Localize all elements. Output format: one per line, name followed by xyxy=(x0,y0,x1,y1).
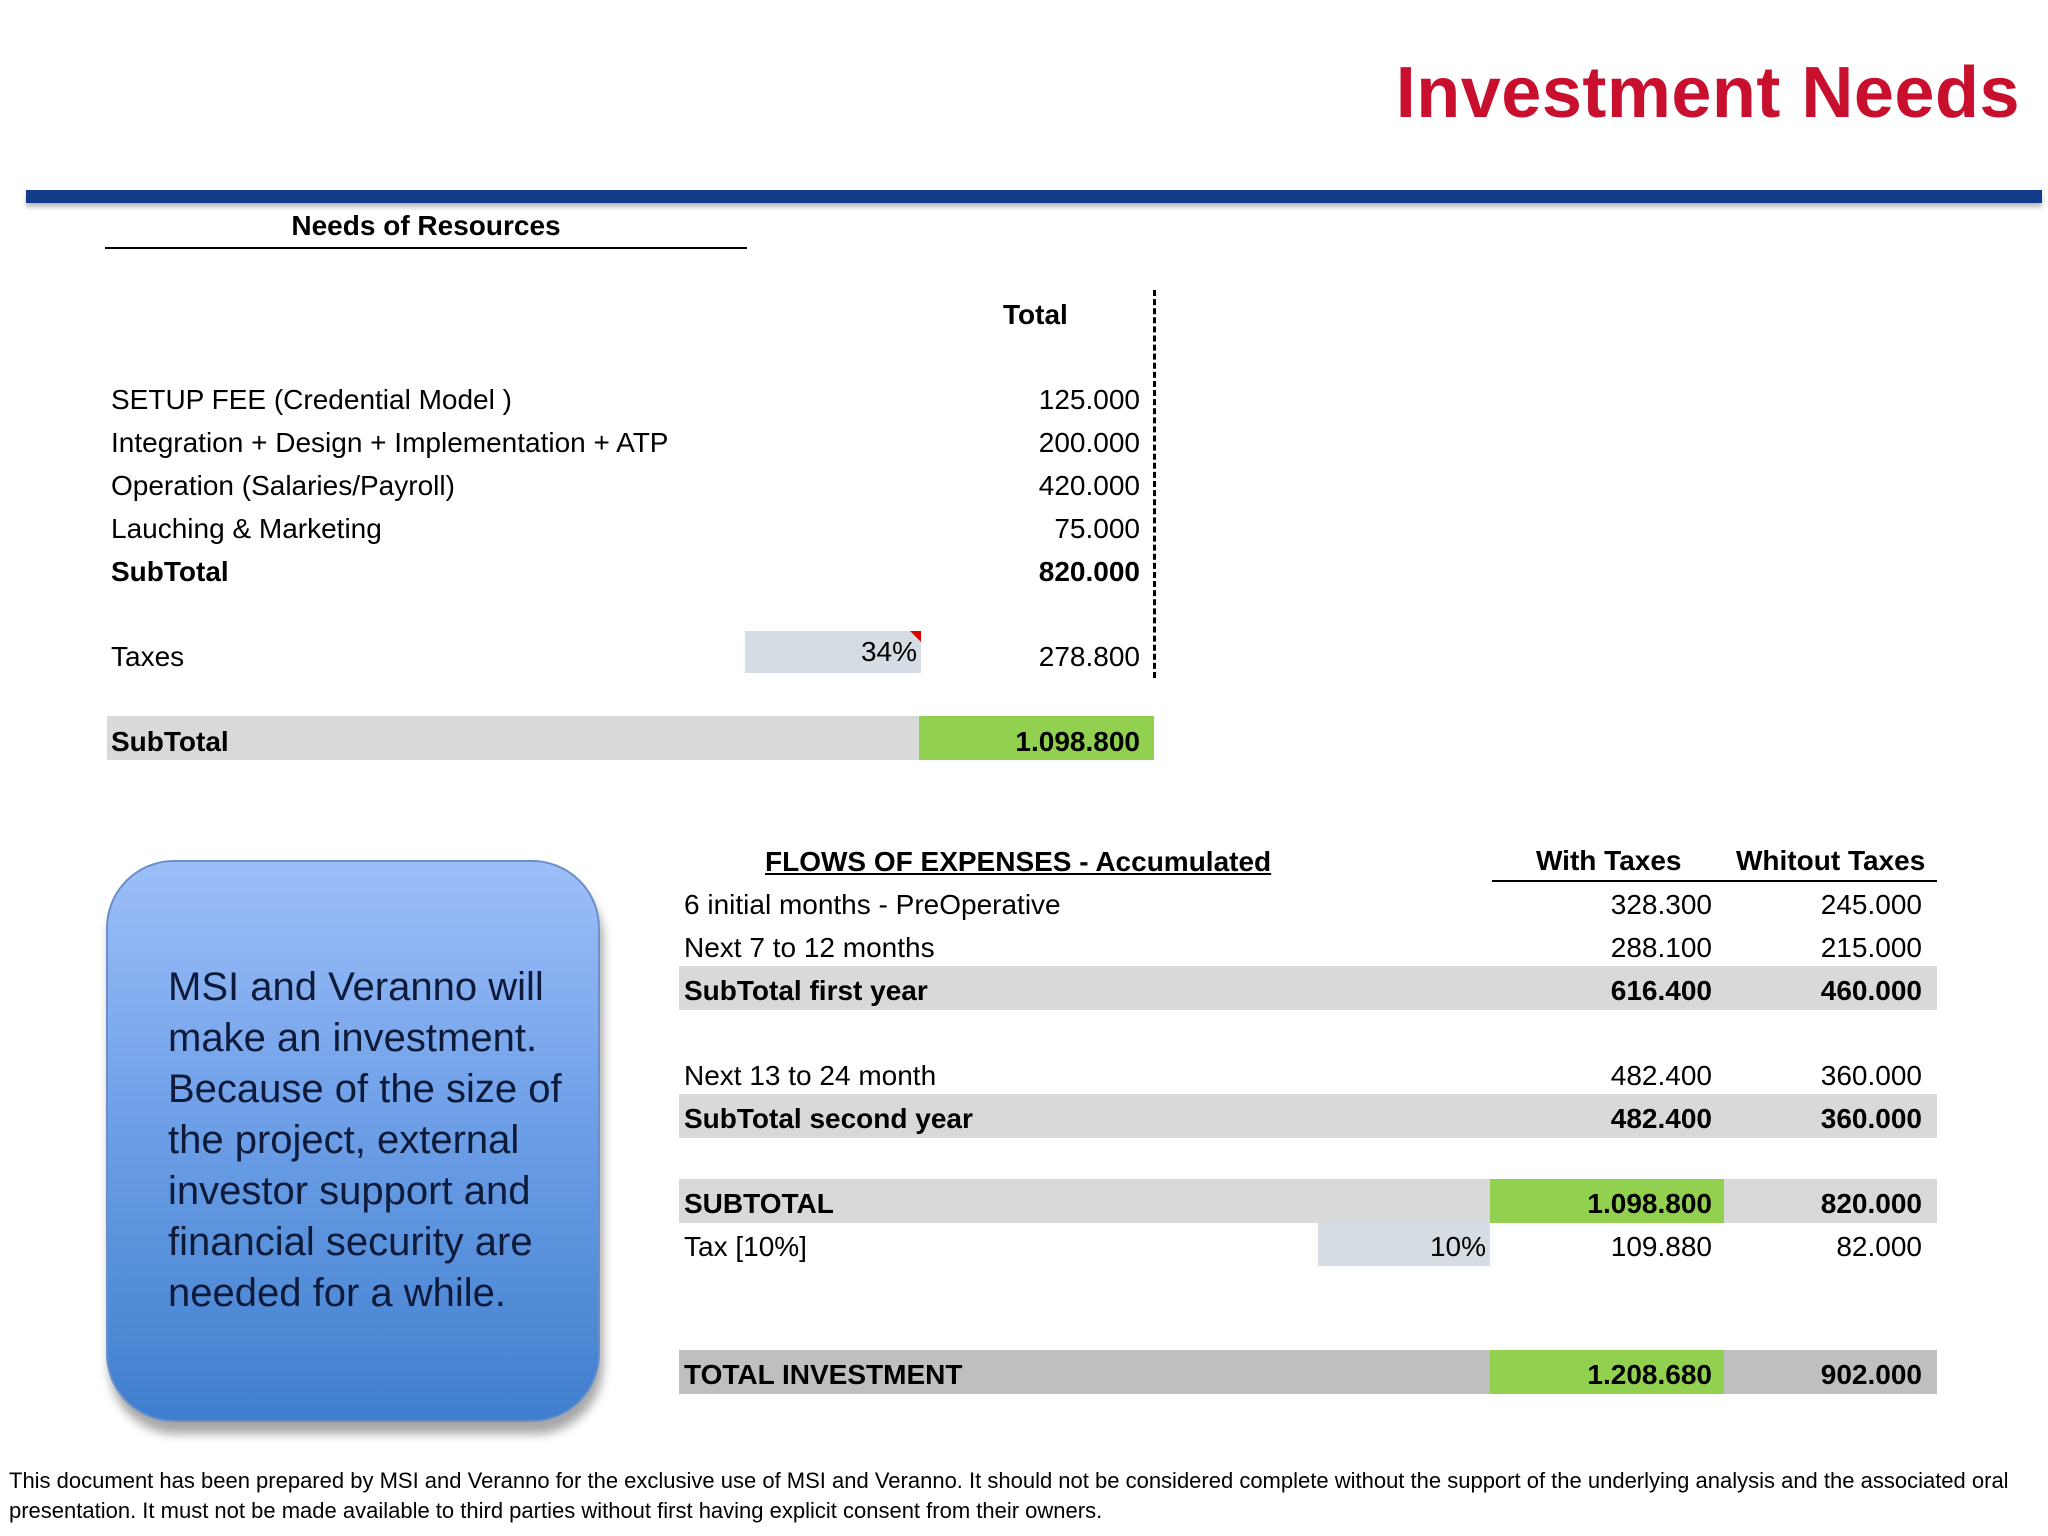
grand-subtotal-label: SubTotal xyxy=(111,726,229,757)
flow-row-with-taxes: 1.098.800 xyxy=(1587,1188,1712,1219)
flow-row-with-taxes: 328.300 xyxy=(1610,889,1712,920)
resources-heading: Needs of Resources xyxy=(105,210,747,249)
flow-row-without-taxes: 215.000 xyxy=(1820,932,1922,963)
resources-subtotal-value: 820.000 xyxy=(1038,556,1140,587)
flow-row-label: SUBTOTAL xyxy=(684,1188,834,1219)
flow-row-label: SubTotal first year xyxy=(684,975,928,1006)
flow-row-label: 6 initial months - PreOperative xyxy=(684,889,1061,920)
flow-row-with-taxes: 109.880 xyxy=(1610,1231,1712,1262)
flow-tax-rate-value: 10% xyxy=(1429,1231,1486,1262)
flow-row-without-taxes: 82.000 xyxy=(1836,1231,1922,1262)
resource-row-value: 125.000 xyxy=(1038,384,1140,415)
taxes-value: 278.800 xyxy=(1038,641,1140,672)
total-column-header: Total xyxy=(1003,299,1068,330)
total-column-dashed-divider xyxy=(1153,290,1156,678)
flow-row-without-taxes: 360.000 xyxy=(1820,1060,1922,1091)
flow-row-without-taxes: 902.000 xyxy=(1820,1359,1922,1390)
flow-row-with-taxes: 288.100 xyxy=(1610,932,1712,963)
flow-row-label: Next 13 to 24 month xyxy=(684,1060,937,1091)
flows-heading: FLOWS OF EXPENSES - Accumulated xyxy=(765,846,1272,877)
with-taxes-header: With Taxes xyxy=(1536,845,1682,876)
flow-row-with-taxes: 482.400 xyxy=(1610,1060,1712,1091)
resource-row-value: 420.000 xyxy=(1038,470,1140,501)
title-divider-bar xyxy=(26,190,2042,203)
flow-row-label: SubTotal second year xyxy=(684,1103,973,1134)
column-header-underline xyxy=(1492,880,1937,882)
tax-rate-value: 34% xyxy=(860,636,917,667)
flow-row-label: Tax [10%] xyxy=(684,1231,807,1262)
resource-row-label: Operation (Salaries/Payroll) xyxy=(111,470,455,501)
page-title: Investment Needs xyxy=(1395,53,2020,133)
callout-text: MSI and Veranno will make an investment. Because of the size of the project, external investor support and financial security are needed for a while. xyxy=(168,965,562,1315)
resource-row-value: 75.000 xyxy=(1054,513,1140,544)
flow-row-without-taxes: 460.000 xyxy=(1820,975,1922,1006)
taxes-label: Taxes xyxy=(111,641,185,672)
flow-row-label: Next 7 to 12 months xyxy=(684,932,935,963)
flow-row-with-taxes: 616.400 xyxy=(1610,975,1712,1006)
without-taxes-header: Whitout Taxes xyxy=(1736,845,1926,876)
tax-rate-input-cell[interactable] xyxy=(745,631,921,673)
flow-row-without-taxes: 245.000 xyxy=(1820,889,1922,920)
flow-row-label: TOTAL INVESTMENT xyxy=(684,1359,963,1390)
grand-subtotal-band xyxy=(107,716,919,760)
investment-callout-box xyxy=(106,860,600,1422)
resource-row-label: Lauching & Marketing xyxy=(111,513,382,544)
resource-row-label: SETUP FEE (Credential Model ) xyxy=(111,384,512,415)
flow-row-without-taxes: 360.000 xyxy=(1820,1103,1922,1134)
comment-indicator-icon xyxy=(910,631,921,642)
resources-subtotal-label: SubTotal xyxy=(111,556,229,587)
grand-subtotal-value: 1.098.800 xyxy=(1015,726,1140,757)
resource-row-label: Integration + Design + Implementation + ATP xyxy=(111,427,669,458)
flow-row-without-taxes: 820.000 xyxy=(1820,1188,1922,1219)
footer-disclaimer: This document has been prepared by MSI and Veranno for the exclusive use of MSI and Veranno. It should not be considered complete without the support of the underlying analysis and the associated oral presentation. It must not be made available to third parties without first having explicit consent from their owners. xyxy=(9,1468,2009,1523)
flow-row-with-taxes: 1.208.680 xyxy=(1587,1359,1712,1390)
resource-row-value: 200.000 xyxy=(1038,427,1140,458)
flow-row-with-taxes: 482.400 xyxy=(1610,1103,1712,1134)
